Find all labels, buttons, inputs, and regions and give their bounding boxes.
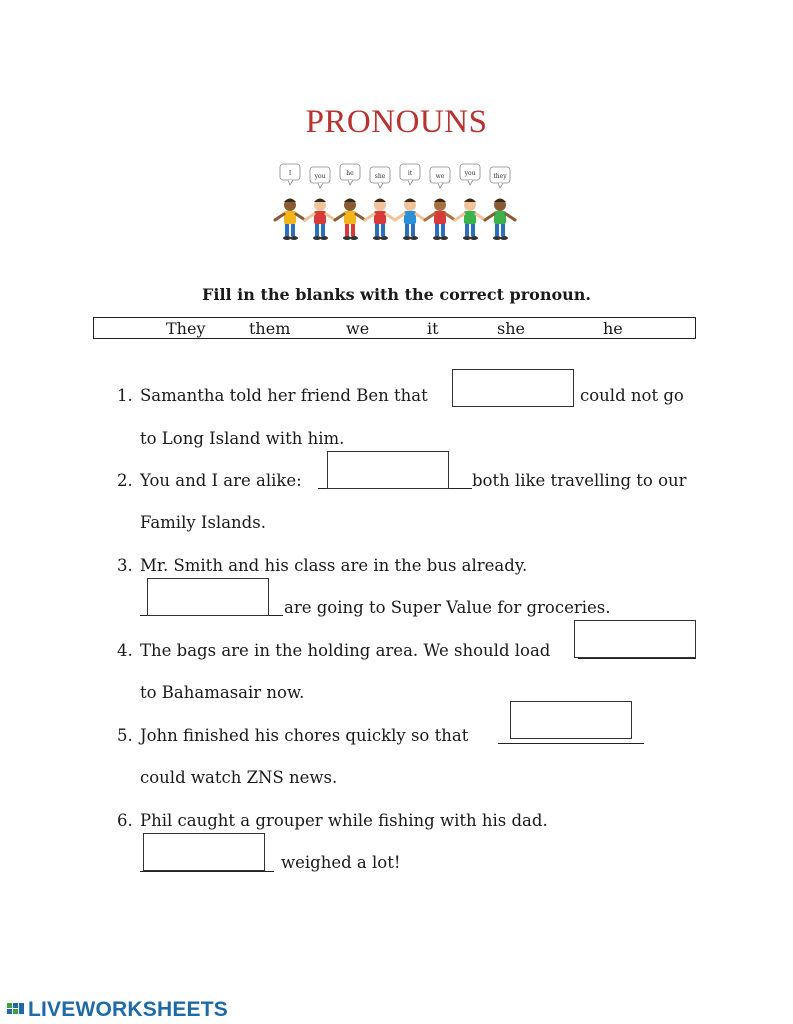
child-shoe [290,236,298,240]
child-leg [405,224,409,236]
child-shoe [373,236,381,240]
answer-input-4[interactable] [574,620,696,658]
speech-bubble-tail [318,183,323,188]
child-leg [441,224,445,236]
blank-line [578,658,696,659]
child-shoe [470,236,478,240]
child-hair [344,199,356,203]
child-shoe [380,236,388,240]
child-shoe [343,236,351,240]
speech-bubble-tail [288,180,293,185]
speech-bubble-label: he [346,170,354,177]
child-shirt [464,211,476,224]
child-shirt [494,211,506,224]
question-text: are going to Super Value for groceries. [284,598,611,617]
answer-input-2[interactable] [327,451,449,489]
child-leg [471,224,475,236]
child-arm [386,214,395,220]
child-shoe [493,236,501,240]
speech-bubble-tail [438,183,443,188]
blank-line [498,743,644,744]
speech-bubble-tail [378,183,383,188]
child-hair [464,199,476,203]
answer-input-3[interactable] [147,578,269,616]
child-arm [335,214,344,220]
speech-bubble-tail [348,180,353,185]
speech-bubble-label: they [493,173,507,180]
speech-bubble-label: it [407,170,413,177]
child-leg [411,224,415,236]
child-shoe [320,236,328,240]
child-shirt [434,211,446,224]
worksheet-title: PRONOUNS [305,104,488,140]
child-arm [365,214,374,220]
question-text: Mr. Smith and his class are in the bus already. [140,556,528,575]
speech-bubble-label: we [435,173,445,180]
word-bank-item: she [497,319,525,338]
child-hair [494,199,506,203]
child-arm [485,214,494,220]
child-leg [321,224,325,236]
child-shoe [463,236,471,240]
speech-bubble-label: you [314,173,326,180]
question-text: You and I are alike: [140,471,302,490]
speech-bubble-label: she [374,173,386,180]
word-bank-item: it [427,319,439,338]
question-text: Samantha told her friend Ben that [140,386,428,405]
child-leg [315,224,319,236]
child-leg [291,224,295,236]
question-text: The bags are in the holding area. We should load [140,641,551,660]
child-shoe [313,236,321,240]
child-arm [425,214,434,220]
child-leg [435,224,439,236]
child-shoe [440,236,448,240]
liveworksheets-logo-icon [6,1001,26,1019]
child-leg [345,224,349,236]
question-number: 5. [117,726,133,745]
child-shirt [404,211,416,224]
speech-bubble-tail [408,180,413,185]
child-arm [356,214,365,220]
word-bank-item: They [166,319,206,338]
blank-line [140,871,274,872]
child-hair [404,199,416,203]
word-bank-item: we [346,319,370,338]
child-arm [395,214,404,220]
question-number: 6. [117,811,133,830]
answer-input-1[interactable] [452,369,574,407]
question-text: weighed a lot! [281,853,401,872]
question-text: could watch ZNS news. [140,768,338,787]
child-leg [351,224,355,236]
child-hair [374,199,386,203]
question-text: both like travelling to our [472,471,687,490]
child-arm [506,214,515,220]
child-shoe [410,236,418,240]
child-shoe [350,236,358,240]
child-shirt [344,211,356,224]
answer-input-6[interactable] [143,833,265,871]
question-text: John finished his chores quickly so that [140,726,469,745]
child-shoe [500,236,508,240]
question-text: Family Islands. [140,513,266,532]
speech-bubble-tail [498,183,503,188]
word-bank-item: them [249,319,291,338]
child-arm [416,214,425,220]
question-number: 2. [117,471,133,490]
instruction-text: Fill in the blanks with the correct pronoun. [202,285,591,304]
answer-input-5[interactable] [510,701,632,739]
child-leg [375,224,379,236]
child-leg [381,224,385,236]
child-hair [434,199,446,203]
child-hair [284,199,296,203]
child-shirt [284,211,296,224]
child-hair [314,199,326,203]
child-leg [501,224,505,236]
speech-bubble-label: you [464,170,476,177]
question-text: could not go [580,386,684,405]
child-arm [275,214,284,220]
word-bank-item: he [603,319,623,338]
child-arm [326,214,335,220]
question-text: to Bahamasair now. [140,683,305,702]
child-arm [476,214,485,220]
child-arm [305,214,314,220]
child-arm [296,214,305,220]
child-shirt [314,211,326,224]
footer-brand: LIVEWORKSHEETS [28,998,228,1021]
children-holding-hands-image [270,160,530,250]
child-leg [495,224,499,236]
child-leg [285,224,289,236]
question-number: 1. [117,386,133,405]
child-arm [446,214,455,220]
question-text: Phil caught a grouper while fishing with his dad. [140,811,548,830]
word-bank [93,317,696,339]
speech-bubble-tail [468,180,473,185]
speech-bubble-label: I [288,170,292,177]
child-shoe [403,236,411,240]
child-shoe [433,236,441,240]
child-arm [455,214,464,220]
child-shirt [374,211,386,224]
question-number: 4. [117,641,133,660]
liveworksheets-logo [6,998,228,1022]
child-shoe [283,236,291,240]
child-leg [465,224,469,236]
question-number: 3. [117,556,133,575]
question-text: to Long Island with him. [140,429,345,448]
